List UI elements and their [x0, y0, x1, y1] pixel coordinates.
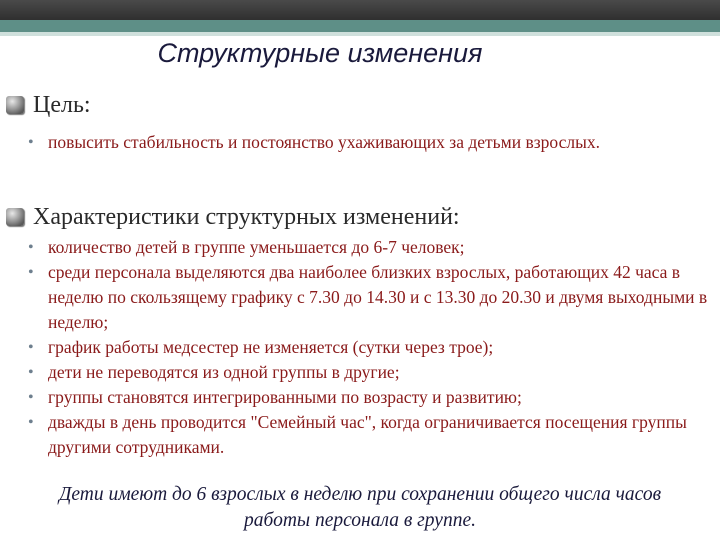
header-band-dark	[0, 0, 720, 20]
features-list	[22, 235, 714, 460]
goal-list	[22, 130, 714, 155]
goal-heading: Цель:	[33, 92, 91, 118]
header-band-light	[0, 32, 720, 36]
bullet-dot-icon: •	[28, 364, 34, 381]
feature-item-text: дважды в день проводится "Семейный час", когда ограничивается посещения группы другими сотрудниками.	[48, 412, 687, 457]
list-item	[22, 235, 714, 260]
feature-item-text: дети не переводятся из одной группы в другие;	[48, 362, 400, 382]
bullet-dot-icon: •	[28, 239, 34, 256]
feature-item-text: группы становятся интегрированными по возрасту и развитию;	[48, 387, 522, 407]
feature-item-text: график работы медсестер не изменяется (сутки через трое);	[48, 337, 494, 357]
slide-title: Структурные изменения	[157, 38, 483, 68]
square-bullet-icon	[6, 96, 24, 114]
list-item	[22, 385, 714, 410]
bullet-dot-icon: •	[28, 339, 34, 356]
bullet-dot-icon: •	[28, 414, 34, 431]
goal-item-text: повысить стабильность и постоянство ухаживающих за детьми взрослых.	[48, 132, 600, 152]
list-item	[22, 335, 714, 360]
list-item	[22, 130, 714, 155]
list-item	[22, 260, 714, 335]
square-bullet-icon	[6, 208, 24, 226]
features-bullet	[6, 203, 460, 231]
feature-item-text: среди персонала выделяются два наиболее близких взрослых, работающих 42 часа в неделю по скользящему графику с 7.30 до 14.30 и с 13.30 до 20.30 и двумя выходными в неделю;	[48, 262, 708, 332]
goal-bullet	[6, 91, 91, 119]
header-band-teal	[0, 20, 720, 32]
footer-note: Дети имеют до 6 взрослых в неделю при сохранении общего числа часов работы персонала в группе.	[58, 484, 662, 531]
bullet-dot-icon: •	[28, 264, 34, 281]
list-item	[22, 360, 714, 385]
features-heading: Характеристики структурных изменений:	[33, 204, 460, 230]
bullet-dot-icon: •	[28, 389, 34, 406]
list-item	[22, 410, 714, 460]
bullet-dot-icon: •	[28, 134, 34, 151]
feature-item-text: количество детей в группе уменьшается до 6-7 человек;	[48, 237, 465, 257]
